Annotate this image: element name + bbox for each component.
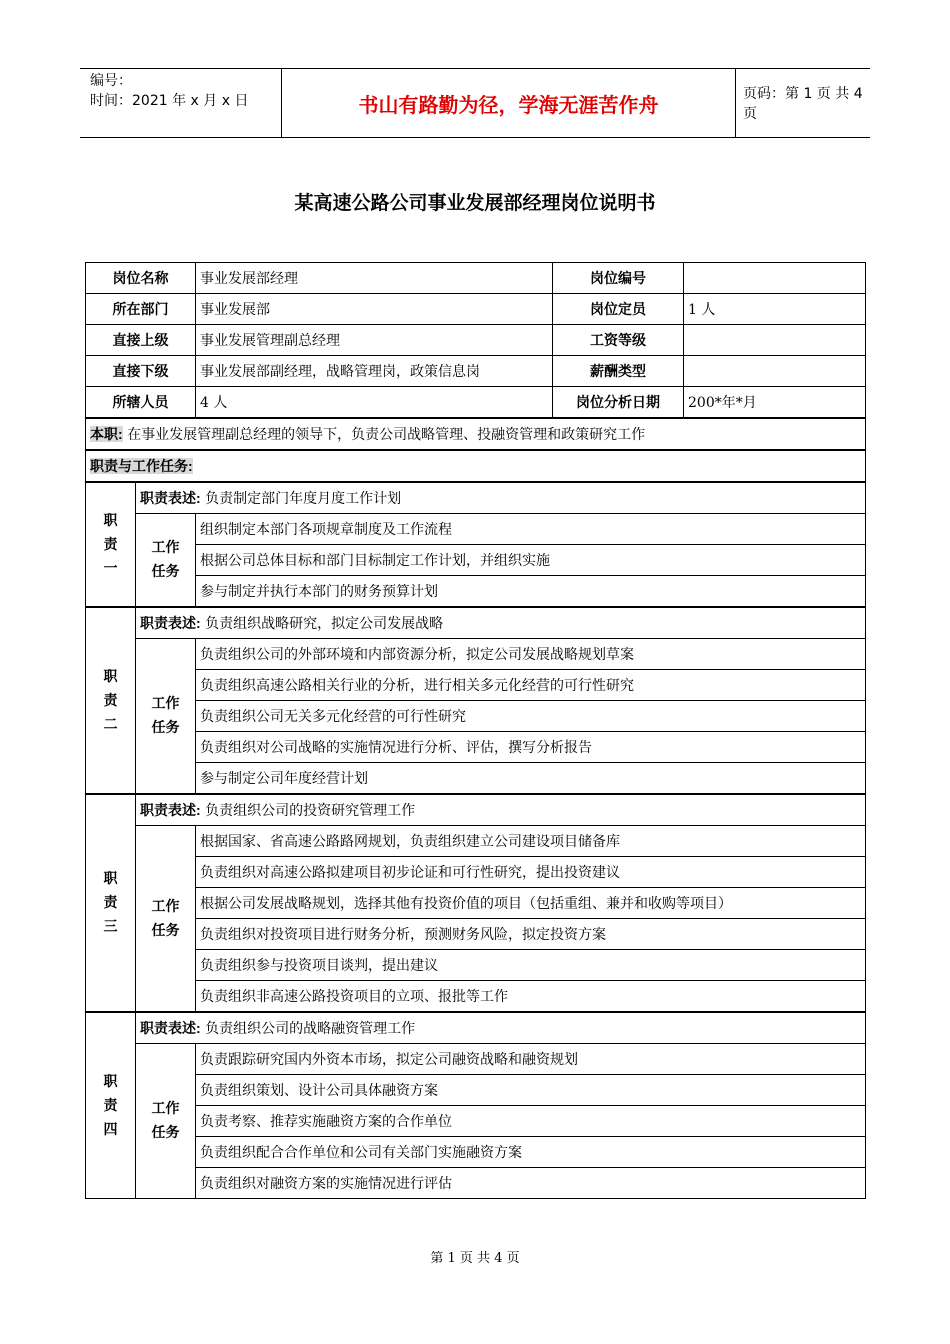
task-row (86, 670, 866, 701)
duties-heading-row (86, 450, 866, 482)
document-title: 某高速公路公司事业发展部经理岗位说明书 (294, 192, 656, 214)
duty-name: 职 责 一 (86, 482, 136, 607)
page-header (80, 68, 870, 138)
task-row (86, 701, 866, 732)
info-row (86, 356, 866, 387)
task-row (86, 732, 866, 763)
salary-grade-value (684, 325, 866, 356)
duty-statement-row (86, 794, 866, 826)
duty-statement-label: 职责表述: (140, 1020, 201, 1036)
duty-core-cell (86, 418, 866, 450)
page-footer: 第 1 页 共 4 页 (430, 1251, 520, 1266)
task-label: 工作 任务 (136, 514, 196, 608)
pay-type-label: 薪酬类型 (553, 356, 684, 387)
analysis-date-value: 200*年*月 (684, 387, 866, 419)
task-row (86, 1075, 866, 1106)
info-row (86, 325, 866, 356)
duty-statement-row (86, 607, 866, 639)
task-item: 根据公司发展战略规划，选择其他有投资价值的项目（包括重组、兼并和收购等项目） (196, 888, 866, 919)
analysis-date-label: 岗位分析日期 (553, 387, 684, 419)
task-item: 负责组织参与投资项目谈判，提出建议 (196, 950, 866, 981)
quota-value: 1 人 (684, 294, 866, 325)
task-row (86, 981, 866, 1013)
task-item: 负责组织对投资项目进行财务分析，预测财务风险，拟定投资方案 (196, 919, 866, 950)
task-row (86, 763, 866, 795)
duty-statement-cell (136, 1012, 866, 1044)
task-label: 工作 任务 (136, 826, 196, 1013)
subordinate-label: 直接下级 (86, 356, 196, 387)
task-item: 负责考察、推荐实施融资方案的合作单位 (196, 1106, 866, 1137)
task-item: 负责组织非高速公路投资项目的立项、报批等工作 (196, 981, 866, 1013)
duty-core-label: 本职: (90, 426, 123, 442)
duties-body (86, 482, 866, 1199)
task-row (86, 1137, 866, 1168)
task-row (86, 950, 866, 981)
task-item: 组织制定本部门各项规章制度及工作流程 (196, 514, 866, 545)
task-item: 根据国家、省高速公路路网规划，负责组织建立公司建设项目储备库 (196, 826, 866, 857)
info-row (86, 294, 866, 325)
task-item: 根据公司总体目标和部门目标制定工作计划，并组织实施 (196, 545, 866, 576)
duty-name: 职 责 三 (86, 794, 136, 1012)
duty-statement-text: 负责制定部门年度月度工作计划 (205, 491, 402, 507)
task-row (86, 919, 866, 950)
task-row (86, 576, 866, 608)
duty-statement-text: 负责组织公司的战略融资管理工作 (205, 1021, 416, 1037)
task-item: 负责组织配合合作单位和公司有关部门实施融资方案 (196, 1137, 866, 1168)
duty-statement-row (86, 1012, 866, 1044)
duty-statement-row (86, 482, 866, 514)
task-row (86, 1106, 866, 1137)
task-item: 负责组织策划、设计公司具体融资方案 (196, 1075, 866, 1106)
duty-statement-cell (136, 607, 866, 639)
duty-name: 职 责 四 (86, 1012, 136, 1199)
task-row (86, 545, 866, 576)
subordinate-value: 事业发展部副经理，战略管理岗，政策信息岗 (196, 356, 553, 387)
header-motto: 书山有路勤为径，学海无涯苦作舟 (281, 69, 736, 137)
post-no-label: 岗位编号 (553, 263, 684, 294)
dept-value: 事业发展部 (196, 294, 553, 325)
task-row (86, 639, 866, 670)
job-description-table (85, 262, 866, 1199)
quota-label: 岗位定员 (553, 294, 684, 325)
duty-statement-text: 负责组织战略研究，拟定公司发展战略 (205, 616, 444, 632)
duty-name: 职 责 二 (86, 607, 136, 794)
task-item: 负责组织对公司战略的实施情况进行分析、评估，撰写分析报告 (196, 732, 866, 763)
post-name-label: 岗位名称 (86, 263, 196, 294)
duty-statement-label: 职责表述: (140, 615, 201, 631)
info-row (86, 387, 866, 419)
task-row (86, 857, 866, 888)
superior-label: 直接上级 (86, 325, 196, 356)
info-row (86, 263, 866, 294)
dept-label: 所在部门 (86, 294, 196, 325)
task-item: 参与制定并执行本部门的财务预算计划 (196, 576, 866, 608)
task-item: 负责组织公司的外部环境和内部资源分析，拟定公司发展战略规划草案 (196, 639, 866, 670)
duties-heading: 职责与工作任务: (90, 458, 193, 474)
header-page: 页码：第 1 页 共 4 页 (743, 86, 863, 122)
task-row (86, 1044, 866, 1075)
task-item: 参与制定公司年度经营计划 (196, 763, 866, 795)
task-item: 负责组织对高速公路拟建项目初步论证和可行性研究，提出投资建议 (196, 857, 866, 888)
duty-statement-cell (136, 794, 866, 826)
task-row (86, 888, 866, 919)
post-no-value (684, 263, 866, 294)
superior-value: 事业发展管理副总经理 (196, 325, 553, 356)
duty-core-row (86, 418, 866, 450)
duty-statement-label: 职责表述: (140, 802, 201, 818)
task-row (86, 826, 866, 857)
post-name-value: 事业发展部经理 (196, 263, 553, 294)
task-item: 负责跟踪研究国内外资本市场，拟定公司融资战略和融资规划 (196, 1044, 866, 1075)
task-item: 负责组织公司无关多元化经营的可行性研究 (196, 701, 866, 732)
header-time: 时间：2021 年 x 月 x 日 (90, 93, 249, 109)
duty-statement-label: 职责表述: (140, 490, 201, 506)
header-meta (80, 69, 281, 139)
task-label: 工作 任务 (136, 1044, 196, 1199)
task-label: 工作 任务 (136, 639, 196, 795)
task-row (86, 1168, 866, 1199)
salary-grade-label: 工资等级 (553, 325, 684, 356)
header-number: 编号： (90, 73, 132, 89)
staff-value: 4 人 (196, 387, 553, 419)
duty-statement-cell (136, 482, 866, 514)
duty-core-text: 在事业发展管理副总经理的领导下，负责公司战略管理、投融资管理和政策研究工作 (127, 427, 646, 443)
staff-label: 所辖人员 (86, 387, 196, 419)
duty-statement-text: 负责组织公司的投资研究管理工作 (205, 803, 416, 819)
pay-type-value (684, 356, 866, 387)
duties-heading-cell (86, 450, 866, 482)
task-item: 负责组织对融资方案的实施情况进行评估 (196, 1168, 866, 1199)
task-row (86, 514, 866, 545)
task-item: 负责组织高速公路相关行业的分析，进行相关多元化经营的可行性研究 (196, 670, 866, 701)
